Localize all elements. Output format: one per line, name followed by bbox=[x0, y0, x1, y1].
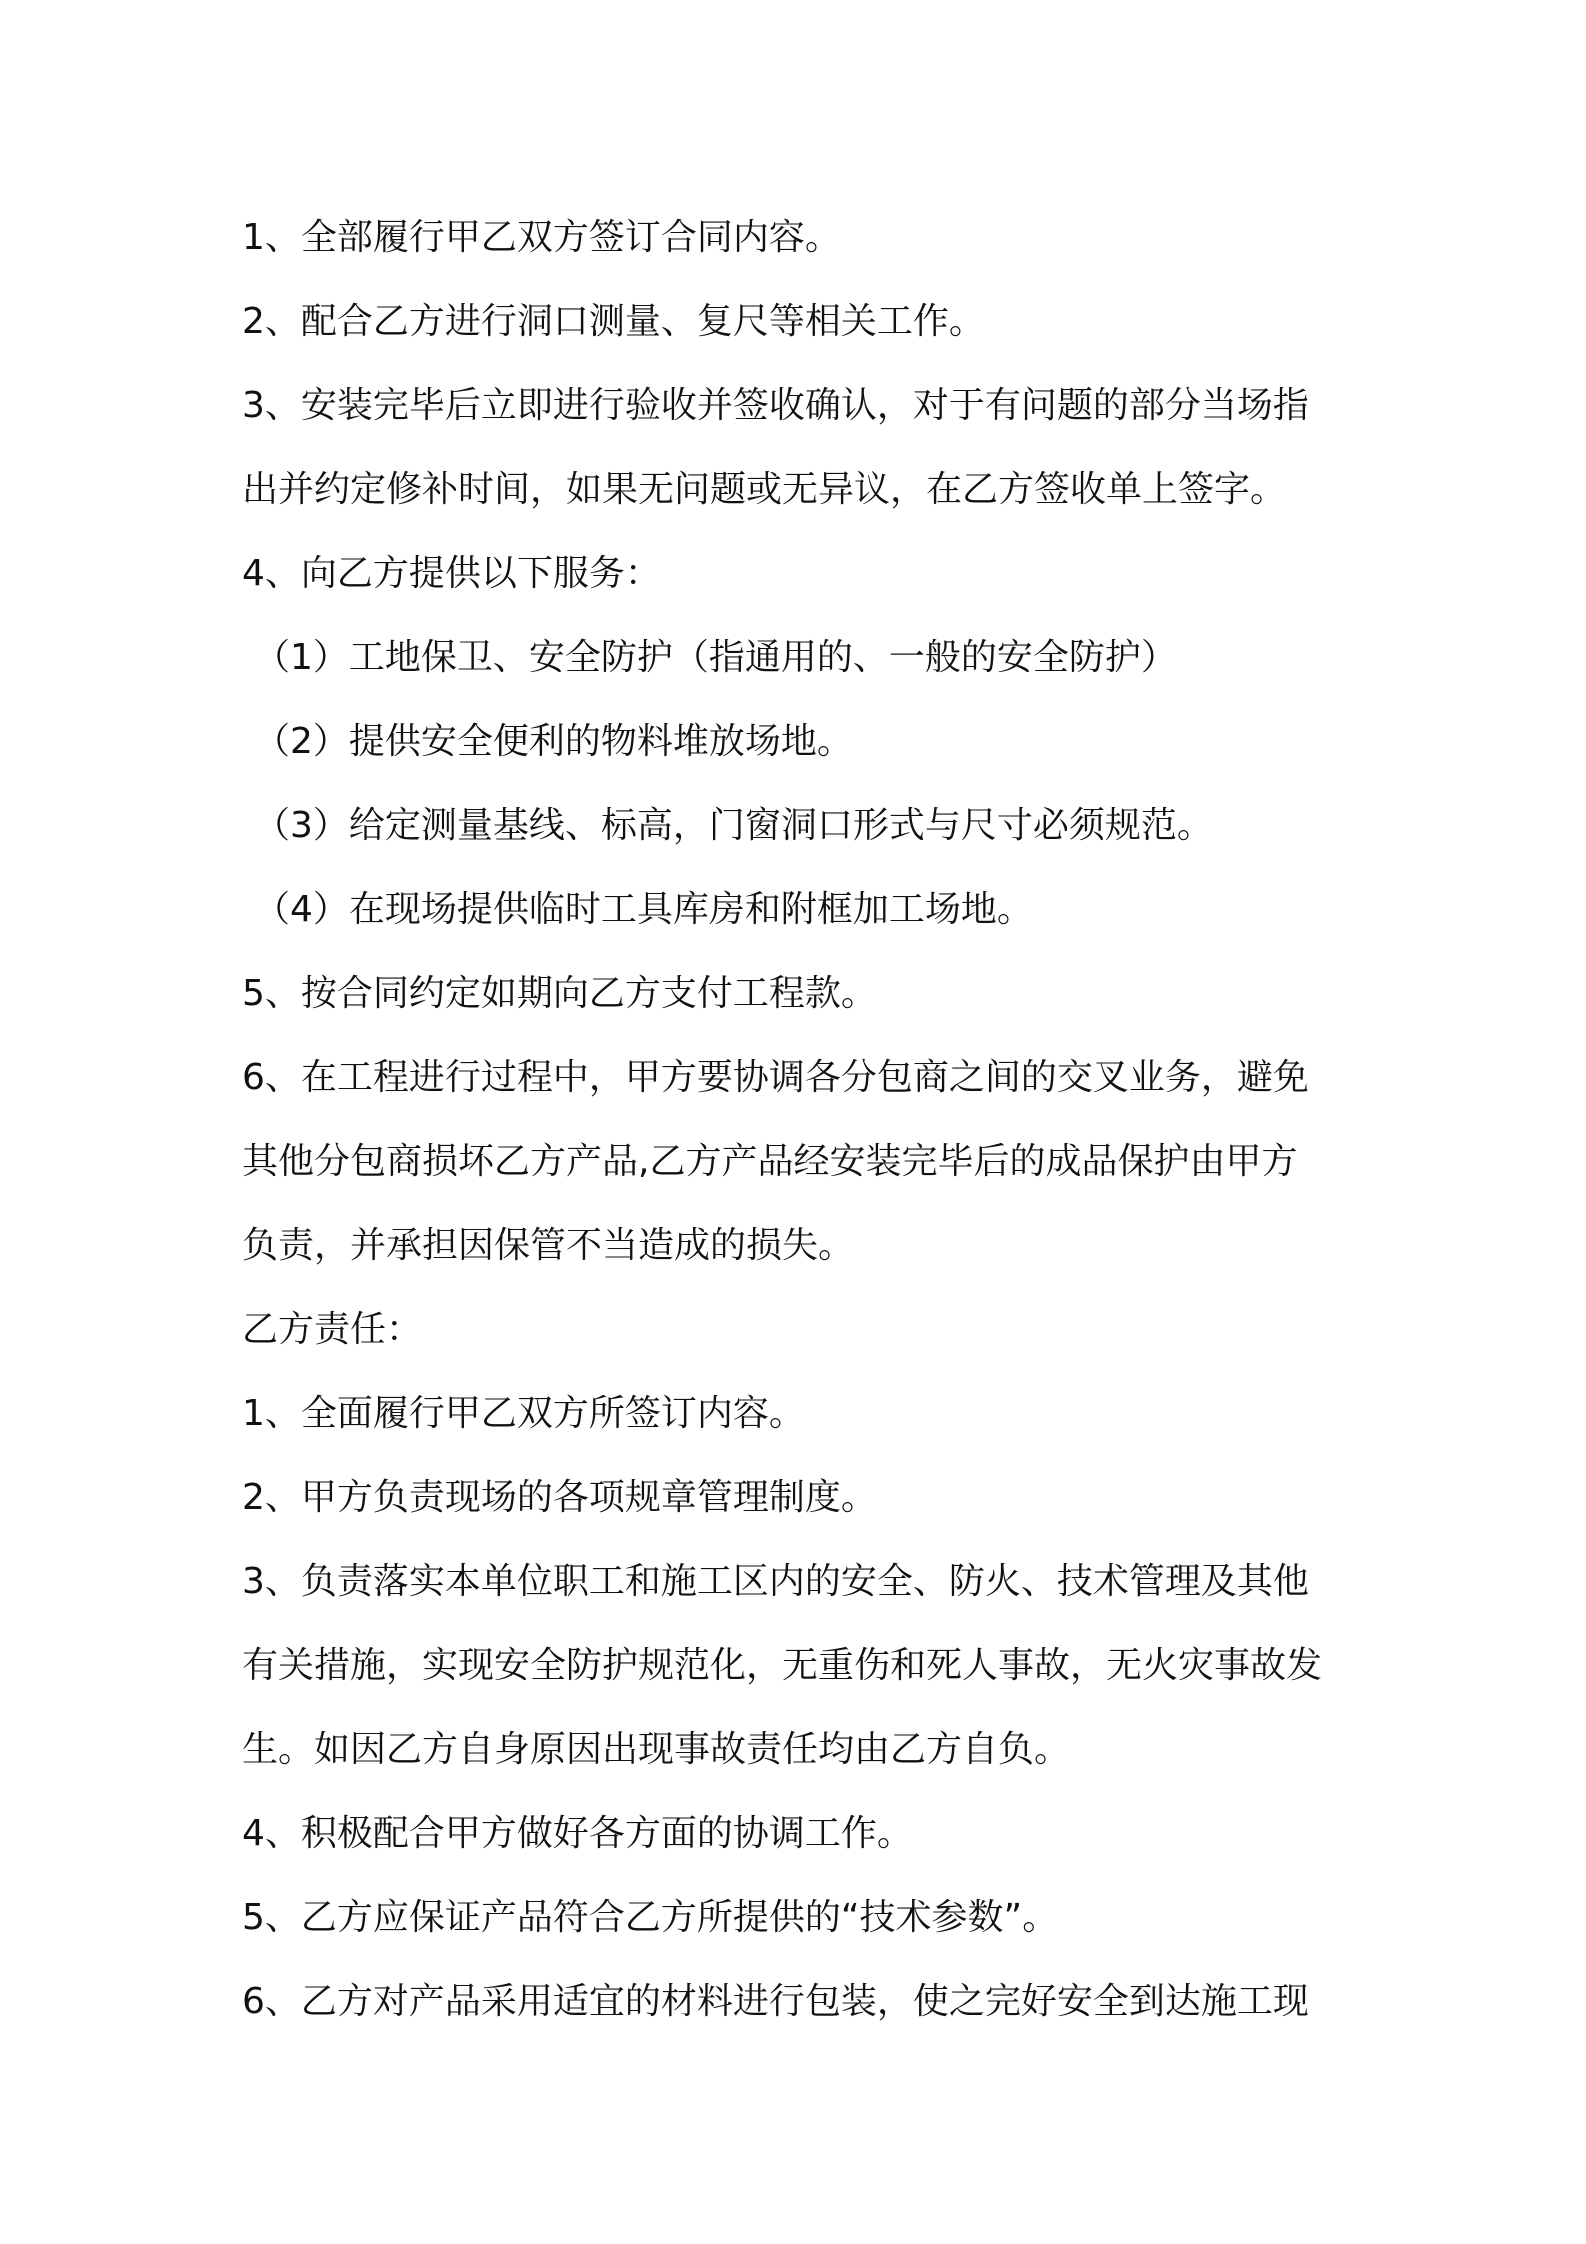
text-line-18: 有关措施，实现安全防护规范化，无重伤和死人事故，无火灾事故发 bbox=[242, 1645, 1323, 1686]
text-line-5: 4、向乙方提供以下服务： bbox=[242, 553, 661, 594]
text-line-4: 出并约定修补时间，如果无问题或无异议，在乙方签收单上签字。 bbox=[242, 469, 1287, 510]
text-line-2: 2、配合乙方进行洞口测量、复尺等相关工作。 bbox=[242, 301, 985, 342]
section-heading: 乙方责任： bbox=[242, 1309, 423, 1350]
text-line-21: 5、乙方应保证产品符合乙方所提供的“技术参数”。 bbox=[242, 1897, 1059, 1938]
text-line-11: 6、在工程进行过程中，甲方要协调各分包商之间的交叉业务，避免 bbox=[242, 1057, 1309, 1098]
text-line-19: 生。如因乙方自身原因出现事故责任均由乙方自负。 bbox=[242, 1729, 1071, 1770]
text-line-10: 5、按合同约定如期向乙方支付工程款。 bbox=[242, 973, 877, 1014]
text-line-9: （4）在现场提供临时工具库房和附框加工场地。 bbox=[254, 889, 1033, 930]
text-line-8: （3）给定测量基线、标高，门窗洞口形式与尺寸必须规范。 bbox=[254, 805, 1213, 846]
text-line-17: 3、负责落实本单位职工和施工区内的安全、防火、技术管理及其他 bbox=[242, 1561, 1309, 1602]
text-line-13: 负责，并承担因保管不当造成的损失。 bbox=[242, 1225, 855, 1266]
document-body bbox=[242, 196, 1362, 2044]
text-line-22: 6、乙方对产品采用适宜的材料进行包装，使之完好安全到达施工现 bbox=[242, 1981, 1309, 2022]
text-line-1: 1、全部履行甲乙双方签订合同内容。 bbox=[242, 217, 841, 258]
text-line-16: 2、甲方负责现场的各项规章管理制度。 bbox=[242, 1477, 877, 1518]
text-line-12: 其他分包商损坏乙方产品,乙方产品经安装完毕后的成品保护由甲方 bbox=[242, 1141, 1298, 1182]
text-line-7: （2）提供安全便利的物料堆放场地。 bbox=[254, 721, 853, 762]
text-line-3: 3、安装完毕后立即进行验收并签收确认，对于有问题的部分当场指 bbox=[242, 385, 1309, 426]
text-line-15: 1、全面履行甲乙双方所签订内容。 bbox=[242, 1393, 805, 1434]
text-line-6: （1）工地保卫、安全防护（指通用的、一般的安全防护） bbox=[254, 637, 1177, 678]
text-line-20: 4、积极配合甲方做好各方面的协调工作。 bbox=[242, 1813, 913, 1854]
